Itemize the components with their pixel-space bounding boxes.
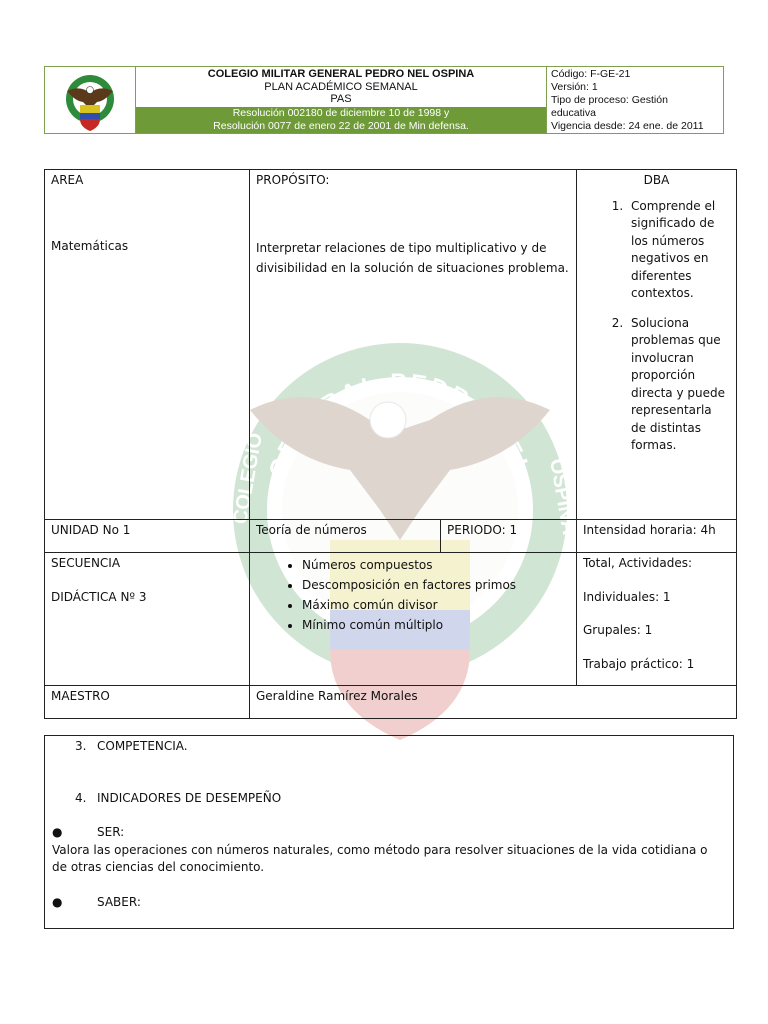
unidad-value-cell xyxy=(249,519,441,553)
bullet-icon: ● xyxy=(52,895,63,909)
intensidad-value: Intensidad horaria: 4h xyxy=(583,523,716,537)
secuencia-topics-cell xyxy=(249,552,577,686)
unidad-value: Teoría de números xyxy=(256,523,367,537)
maestro-value-cell xyxy=(249,685,737,719)
document-metadata xyxy=(547,67,723,133)
resolution-line-2: Resolución 0077 de enero 22 de 2001 de Min defensa. xyxy=(213,119,469,132)
maestro-value: Geraldine Ramírez Morales xyxy=(256,689,418,703)
svg-text:GENERAL PEDRO NEL: GENERAL PEDRO NEL xyxy=(263,368,537,482)
secuencia-cell xyxy=(44,552,250,686)
ser-text: Valora las operaciones con números naturales, como método para resolver situaciones de la vida cotidiana o de otras ciencias del conocimiento. xyxy=(52,843,708,874)
periodo-value: PERIODO: 1 xyxy=(447,523,518,537)
document-code: Código: F-GE-21 xyxy=(551,68,631,80)
secuencia-label-2: DIDÁCTICA Nº 3 xyxy=(51,589,147,604)
total-actividades: Total, Actividades: xyxy=(583,556,692,570)
unidad-cell xyxy=(44,519,250,553)
proposito-label: PROPÓSITO: xyxy=(256,173,330,187)
grupales: Grupales: 1 xyxy=(583,623,653,637)
competencia-heading: COMPETENCIA. xyxy=(97,739,188,753)
document-version: Versión: 1 xyxy=(551,81,598,93)
secuencia-item: • Descomposición en factores primos xyxy=(302,575,570,595)
dba-item: 2. Soluciona problemas que involucran proporción directa y puede representarla de distintas formas. xyxy=(627,315,730,455)
area-label: AREA xyxy=(51,173,84,187)
indicadores-number: 4. xyxy=(75,791,87,805)
area-cell xyxy=(44,169,250,520)
secuencia-item: • Números compuestos xyxy=(302,555,570,575)
bullet-icon: ● xyxy=(52,825,63,839)
area-value: Matemáticas xyxy=(51,238,129,253)
dba-cell xyxy=(576,169,737,520)
individuales: Individuales: 1 xyxy=(583,589,671,604)
secuencia-item: • Mínimo común múltiplo xyxy=(302,615,570,635)
process-type-1: Tipo de proceso: Gestión xyxy=(551,94,668,106)
school-logo xyxy=(45,67,136,133)
dba-label: DBA xyxy=(643,173,670,187)
process-type-2: educativa xyxy=(551,107,596,119)
svg-text:OSPINA: OSPINA xyxy=(545,457,580,537)
secuencia-list xyxy=(256,555,570,635)
plan-title: PLAN ACADÉMICO SEMANAL xyxy=(264,80,418,93)
resolution-line-1: Resolución 002180 de diciembre 10 de 1998 y xyxy=(232,107,450,119)
school-name: COLEGIO MILITAR GENERAL PEDRO NEL OSPINA xyxy=(207,68,475,80)
document-header xyxy=(44,66,724,134)
proposito-value: Interpretar relaciones de tipo multiplicativo y de divisibilidad en la solución de situaciones problema. xyxy=(256,240,569,275)
maestro-cell xyxy=(44,685,250,719)
indicadores-heading: INDICADORES DE DESEMPEÑO xyxy=(97,791,282,805)
svg-text:COLEGIO: COLEGIO xyxy=(229,431,267,526)
dba-item: 1. Comprende el significado de los números negativos en diferentes contextos. xyxy=(627,198,730,303)
ser-heading: SER: xyxy=(97,825,125,839)
saber-heading: SABER: xyxy=(97,895,141,909)
dba-list xyxy=(583,198,730,455)
secuencia-item: • Máximo común divisor xyxy=(302,595,570,615)
crest-icon xyxy=(45,67,135,133)
periodo-cell xyxy=(440,519,577,553)
trabajo-practico: Trabajo práctico: 1 xyxy=(583,656,695,671)
actividades-cell xyxy=(576,552,737,686)
intensidad-cell xyxy=(576,519,737,553)
competencia-number: 3. xyxy=(75,739,87,753)
maestro-label: MAESTRO xyxy=(51,689,110,703)
competencias-box xyxy=(44,735,734,929)
valid-since: Vigencia desde: 24 ene. de 2011 xyxy=(551,120,704,132)
resolution-band xyxy=(136,107,546,133)
plan-table xyxy=(44,169,737,719)
plan-abbreviation: PAS xyxy=(330,93,352,105)
proposito-cell xyxy=(249,169,577,520)
unidad-label: UNIDAD No 1 xyxy=(51,523,131,537)
secuencia-label-1: SECUENCIA xyxy=(51,556,121,570)
